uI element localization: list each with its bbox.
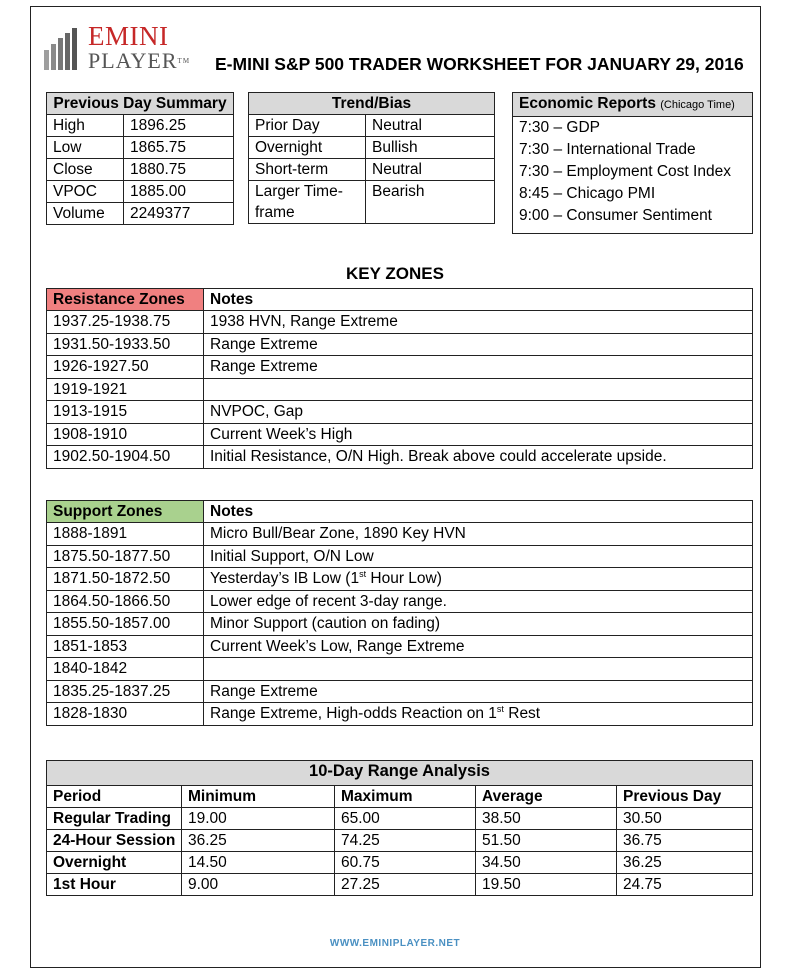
table-row — [47, 356, 753, 379]
zone-cell: 1855.50-1857.00 — [47, 613, 204, 636]
note-cell — [204, 658, 753, 681]
table-row — [47, 658, 753, 681]
resistance-zones-header: Resistance Zones — [47, 289, 204, 311]
note-cell: Range Extreme — [204, 356, 753, 379]
table-row — [47, 613, 753, 636]
row-value: Neutral — [366, 159, 495, 181]
avg-cell: 51.50 — [476, 830, 617, 852]
note-cell: NVPOC, Gap — [204, 401, 753, 424]
column-header: Period — [47, 786, 182, 808]
zone-cell: 1864.50-1866.50 — [47, 590, 204, 613]
prev-cell: 36.25 — [617, 852, 753, 874]
period-cell: Overnight — [47, 852, 182, 874]
avg-cell: 38.50 — [476, 808, 617, 830]
economic-reports-table — [512, 92, 753, 234]
table-row — [47, 378, 753, 401]
table-row — [47, 311, 753, 334]
table-row — [47, 159, 234, 181]
zone-cell: 1871.50-1872.50 — [47, 568, 204, 591]
note-cell: 1938 HVN, Range Extreme — [204, 311, 753, 334]
prev-cell: 24.75 — [617, 874, 753, 896]
support-zones-table — [46, 500, 753, 726]
period-cell: Regular Trading — [47, 808, 182, 830]
row-value: Bullish — [366, 137, 495, 159]
zone-cell: 1919-1921 — [47, 378, 204, 401]
max-cell: 65.00 — [335, 808, 476, 830]
table-row — [47, 590, 753, 613]
zone-cell: 1913-1915 — [47, 401, 204, 424]
column-header: Previous Day — [617, 786, 753, 808]
column-header: Maximum — [335, 786, 476, 808]
note-cell: Initial Support, O/N Low — [204, 545, 753, 568]
table-row — [249, 115, 495, 137]
table-row — [47, 852, 753, 874]
row-value: 1885.00 — [124, 181, 234, 203]
report-item: 7:30 – Employment Cost Index — [513, 161, 753, 183]
table-row — [47, 523, 753, 546]
max-cell: 74.25 — [335, 830, 476, 852]
prev-cell: 30.50 — [617, 808, 753, 830]
note-cell: Lower edge of recent 3-day range. — [204, 590, 753, 613]
table-row — [47, 446, 753, 469]
previous-day-header: Previous Day Summary — [47, 93, 234, 115]
table-row — [47, 830, 753, 852]
min-cell: 14.50 — [182, 852, 335, 874]
max-cell: 60.75 — [335, 852, 476, 874]
support-zones-header: Support Zones — [47, 501, 204, 523]
table-row — [47, 808, 753, 830]
bar-chart-icon — [44, 28, 82, 70]
min-cell: 9.00 — [182, 874, 335, 896]
row-label: Larger Time-frame — [249, 181, 366, 224]
row-value: Neutral — [366, 115, 495, 137]
emini-player-logo — [44, 21, 191, 74]
row-value: 2249377 — [124, 203, 234, 225]
row-value: 1865.75 — [124, 137, 234, 159]
zone-cell: 1888-1891 — [47, 523, 204, 546]
row-label: Low — [47, 137, 124, 159]
table-row — [249, 159, 495, 181]
range-analysis-title: 10-Day Range Analysis — [47, 761, 753, 786]
row-label: Short-term — [249, 159, 366, 181]
table-row — [47, 635, 753, 658]
row-value: 1896.25 — [124, 115, 234, 137]
previous-day-summary-table — [46, 92, 234, 225]
row-label: Prior Day — [249, 115, 366, 137]
table-row — [47, 115, 234, 137]
zone-cell: 1931.50-1933.50 — [47, 333, 204, 356]
avg-cell: 34.50 — [476, 852, 617, 874]
report-item: 7:30 – International Trade — [513, 139, 753, 161]
zone-cell: 1908-1910 — [47, 423, 204, 446]
row-label: High — [47, 115, 124, 137]
prev-cell: 36.75 — [617, 830, 753, 852]
report-item: 9:00 – Consumer Sentiment — [513, 205, 753, 234]
table-row — [47, 545, 753, 568]
note-cell: Initial Resistance, O/N High. Break above could accelerate upside. — [204, 446, 753, 469]
zone-cell: 1828-1830 — [47, 703, 204, 726]
note-cell: Current Week’s High — [204, 423, 753, 446]
zone-cell: 1926-1927.50 — [47, 356, 204, 379]
table-row — [47, 333, 753, 356]
column-header: Average — [476, 786, 617, 808]
row-value: 1880.75 — [124, 159, 234, 181]
zone-cell: 1875.50-1877.50 — [47, 545, 204, 568]
website-link[interactable]: WWW.EMINIPLAYER.NET — [329, 938, 461, 949]
table-row — [249, 137, 495, 159]
period-cell: 1st Hour — [47, 874, 182, 896]
notes-header: Notes — [204, 501, 753, 523]
economic-reports-header: Economic Reports (Chicago Time) — [513, 93, 753, 117]
note-cell: Micro Bull/Bear Zone, 1890 Key HVN — [204, 523, 753, 546]
zone-cell: 1840-1842 — [47, 658, 204, 681]
note-cell: Yesterday’s IB Low (1st Hour Low) — [204, 568, 753, 591]
table-row — [47, 568, 753, 591]
key-zones-heading: KEY ZONES — [346, 264, 444, 283]
notes-header: Notes — [204, 289, 753, 311]
logo-text-player: PLAYER™ — [88, 48, 191, 73]
report-item: 7:30 – GDP — [513, 117, 753, 140]
table-row — [47, 181, 234, 203]
worksheet-title: E-MINI S&P 500 TRADER WORKSHEET FOR JANUARY 29, 2016 — [215, 54, 744, 74]
max-cell: 27.25 — [335, 874, 476, 896]
zone-cell: 1851-1853 — [47, 635, 204, 658]
min-cell: 36.25 — [182, 830, 335, 852]
column-header: Minimum — [182, 786, 335, 808]
row-label: Volume — [47, 203, 124, 225]
resistance-zones-table — [46, 288, 753, 469]
zone-cell: 1937.25-1938.75 — [47, 311, 204, 334]
trend-bias-header: Trend/Bias — [249, 93, 495, 115]
table-row — [47, 703, 753, 726]
table-row — [47, 401, 753, 424]
period-cell: 24-Hour Session — [47, 830, 182, 852]
range-analysis-table — [46, 760, 753, 896]
note-cell: Current Week’s Low, Range Extreme — [204, 635, 753, 658]
trend-bias-table — [248, 92, 495, 224]
table-row — [47, 680, 753, 703]
note-cell — [204, 378, 753, 401]
avg-cell: 19.50 — [476, 874, 617, 896]
note-cell: Minor Support (caution on fading) — [204, 613, 753, 636]
table-row — [47, 203, 234, 225]
note-cell: Range Extreme — [204, 333, 753, 356]
report-item: 8:45 – Chicago PMI — [513, 183, 753, 205]
row-value: Bearish — [366, 181, 495, 224]
note-cell: Range Extreme, High-odds Reaction on 1st Rest — [204, 703, 753, 726]
note-cell: Range Extreme — [204, 680, 753, 703]
row-label: VPOC — [47, 181, 124, 203]
row-label: Close — [47, 159, 124, 181]
min-cell: 19.00 — [182, 808, 335, 830]
logo-text-emini: EMINI — [88, 21, 169, 51]
zone-cell: 1835.25-1837.25 — [47, 680, 204, 703]
table-row — [47, 874, 753, 896]
zone-cell: 1902.50-1904.50 — [47, 446, 204, 469]
table-row — [249, 181, 495, 224]
table-row — [47, 423, 753, 446]
row-label: Overnight — [249, 137, 366, 159]
table-row — [47, 137, 234, 159]
